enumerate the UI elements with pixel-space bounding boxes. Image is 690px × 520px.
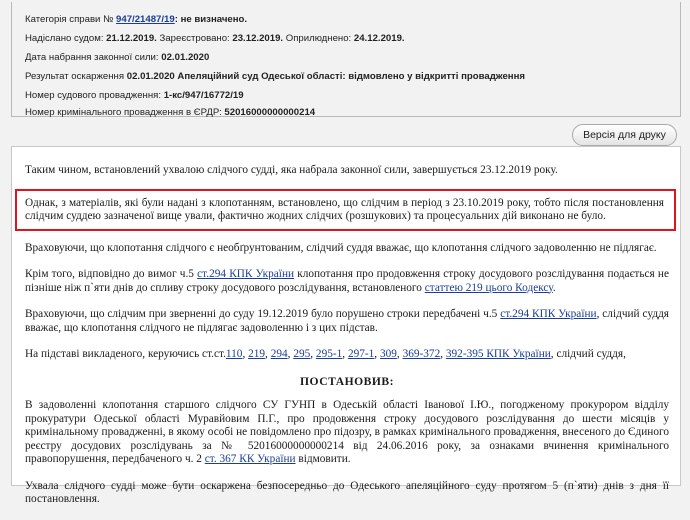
law-link-294[interactable]: ст.294 КПК України [197, 268, 295, 280]
meta-category: Категорія справи № 947/21487/19: не визначено. [25, 14, 248, 25]
article-link[interactable]: 309 [379, 348, 397, 360]
case-meta-box [11, 2, 681, 117]
meta-proceeding: Номер судового провадження: 1-кс/947/16772/19 [25, 90, 244, 101]
paragraph-5: Враховуючи, що слідчим при зверненні до суду 19.12.2019 було порушено строки передбачені ч.5 ст.294 КПК України, слідчий суддя вважає, що клопотання слідчого не підлягає задоволенню і з цих підстав. [25, 308, 670, 334]
meta-dates: Надіслано судом: 21.12.2019. Зареєстровано: 23.12.2019. Оприлюднено: 24.12.2019. [25, 33, 405, 44]
paragraph-8: Ухвала слідчого судді може бути оскаржена безпосередньо до Одеського апеляційного суду протягом 5 (п`яти) днів з дня її постановлення. [25, 479, 669, 505]
article-link[interactable]: 392-395 КПК України [445, 348, 551, 360]
meta-criminal: Номер кримінального провадження в ЄРДР: 52016000000000214 [25, 107, 316, 118]
law-link-294-b[interactable]: ст.294 КПК України [500, 308, 597, 320]
highlighted-line-1: Однак, з матеріалів, які були надані з клопотанням, встановлено, що слідчим в період з 23.10.2019 року, тобто після постановлення [25, 196, 664, 209]
document-panel [11, 146, 681, 505]
meta-effective: Дата набрання законної сили: 02.01.2020 [25, 52, 210, 63]
case-number-link[interactable]: 947/21487/19 [116, 14, 175, 25]
ruling-heading: ПОСТАНОВИВ: [300, 374, 394, 388]
paragraph-7: В задоволенні клопотання старшого слідчого СУ ГУНП в Одеській області Іванової І.Ю., погодженому прокурором відділу прокуратури Одеської області Муравйовим П.Г., про продовження строку досудового розслідування до шести місяців у кримінальному провадженні, в якому особі не повідомлено про підозру, в рамках кримінального провадження, внесеного до Єдиного реєстру досудових розслідувань за № 52016000000000214 від 24.06.2016 року, за ознаками вчинення кримінального правопорушення, передбаченого ч. 2 ст. 367 КК України відмовити. [25, 399, 669, 465]
article-link[interactable]: 219 [248, 348, 266, 360]
highlighted-line-2: слідчим суддею зазначеної вище ували, фактично жодних слідчих (розшукових) та процесуальних дій виконано не було. [25, 210, 606, 222]
article-link[interactable]: 369-372 [402, 348, 441, 360]
paragraph-3: Враховуючи, що клопотання слідчого є необґрунтованим, слідчий суддя вважає, що клопотання слідчого задоволенню не підлягає. [25, 241, 657, 254]
paragraph-1: Таким чином, встановлений ухвалою слідчого судді, яка набрала законної сили, завершується 23.12.2019 року. [25, 164, 558, 176]
article-link[interactable]: 110 [225, 348, 243, 360]
highlighted-paragraph [15, 189, 676, 231]
article-link[interactable]: 294 [270, 348, 288, 360]
article-link[interactable]: 295-1 [315, 348, 343, 360]
meta-appeal: Результат оскарження 02.01.2020 Апеляційний суд Одеської області: відмовлено у відкритті провадження [25, 71, 525, 82]
law-link-219[interactable]: статтею 219 цього Кодексу [424, 281, 553, 294]
article-link[interactable]: 297-1 [347, 348, 375, 360]
paragraph-6: На підставі викладеного, керуючись ст.ст.110, 219, 294, 295, 295-1, 297-1, 309, 369-372, 392-395 КПК України, слідчий суддя, [25, 348, 626, 360]
article-link[interactable]: 295 [293, 348, 311, 360]
law-link-367[interactable]: ст. 367 КК України [204, 453, 296, 465]
paragraph-4: Крім того, відповідно до вимог ч.5 ст.294 КПК України клопотання про продовження строку досудового розслідування подається не пізніше ніж п`яти днів до спливу строку досудового розслідування, встановленого статтею 219 цього Кодексу. [25, 268, 669, 294]
print-version-button[interactable]: Версія для друку [572, 124, 677, 146]
document-text [25, 164, 669, 520]
